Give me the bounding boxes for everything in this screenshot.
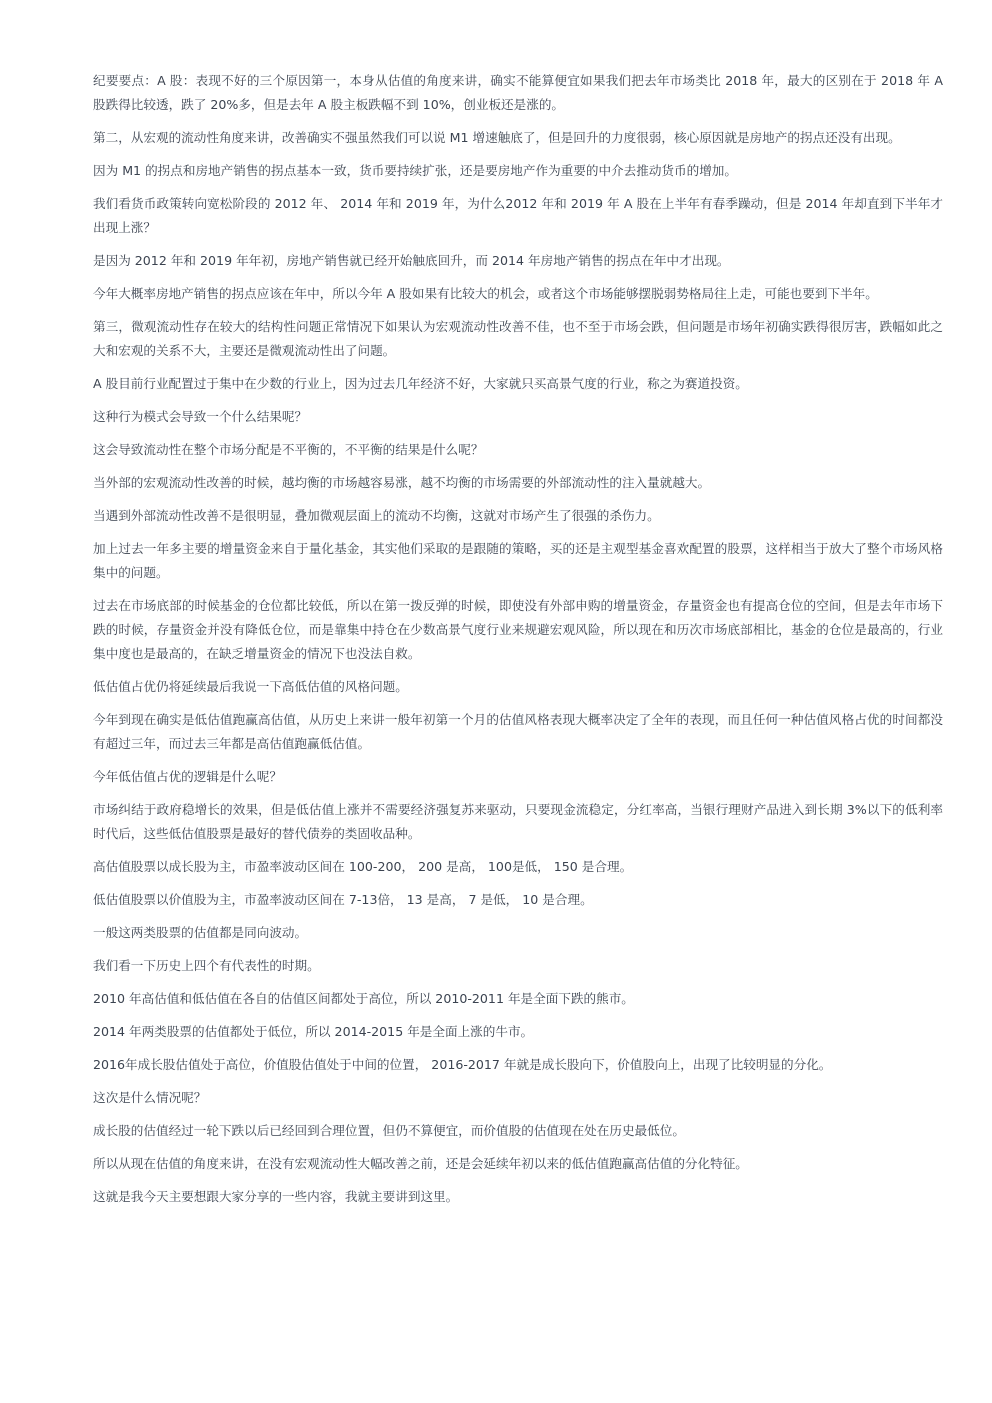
paragraph: 因为 M1 的拐点和房地产销售的拐点基本一致，货币要持续扩张，还是要房地产作为重要的中介去推动货币的增加。 xyxy=(93,163,737,178)
paragraph: 成长股的估值经过一轮下跌以后已经回到合理位置，但仍不算便宜，而价值股的估值现在处在历史最低位。 xyxy=(93,1123,685,1138)
paragraph: 这会导致流动性在整个市场分配是不平衡的，不平衡的结果是什么呢？ xyxy=(93,442,484,457)
paragraph: 今年大概率房地产销售的拐点应该在年中，所以今年 A 股如果有比较大的机会，或者这个市场能够摆脱弱势格局往上走，可能也要到下半年。 xyxy=(93,286,878,301)
paragraph: 当遇到外部流动性改善不是很明显，叠加微观层面上的流动不均衡，这就对市场产生了很强的杀伤力。 xyxy=(93,508,660,523)
paragraph: 是因为 2012 年和 2019 年年初，房地产销售就已经开始触底回升，而 2014 年房地产销售的拐点在年中才出现。 xyxy=(93,253,730,268)
paragraph-third-reason: 第三，微观流动性存在较大的结构性问题正常情况下如果认为宏观流动性改善不佳，也不至于市场会跌，但问题是市场年初确实跌得很厉害，跌幅如此之大和宏观的关系不大，主要还是微观流动性出了问题。 xyxy=(93,319,943,358)
paragraph: 当外部的宏观流动性改善的时候，越均衡的市场越容易涨，越不均衡的市场需要的外部流动性的注入量就越大。 xyxy=(93,475,711,490)
paragraph: 2016年成长股估值处于高位，价值股估值处于中间的位置， 2016-2017 年就是成长股向下，价值股向上，出现了比较明显的分化。 xyxy=(93,1057,832,1072)
paragraph: A 股目前行业配置过于集中在少数的行业上，因为过去几年经济不好，大家就只买高景气度的行业，称之为赛道投资。 xyxy=(93,376,748,391)
paragraph: 高估值股票以成长股为主，市盈率波动区间在 100-200， 200 是高， 100是低， 150 是合理。 xyxy=(93,859,633,874)
paragraph-valuation-style: 低估值占优仍将延续最后我说一下高低估值的风格问题。 xyxy=(93,679,408,694)
paragraph: 今年低估值占优的逻辑是什么呢？ xyxy=(93,769,282,784)
paragraph-closing: 这就是我今天主要想跟大家分享的一些内容，我就主要讲到这里。 xyxy=(93,1189,459,1204)
paragraph: 2014 年两类股票的估值都处于低位，所以 2014-2015 年是全面上涨的牛市。 xyxy=(93,1024,534,1039)
paragraph: 所以从现在估值的角度来讲，在没有宏观流动性大幅改善之前，还是会延续年初以来的低估值跑赢高估值的分化特征。 xyxy=(93,1156,748,1171)
paragraph-summary-intro: 纪要要点：A 股：表现不好的三个原因第一，本身从估值的角度来讲，确实不能算便宜如果我们把去年市场类比 2018 年，最大的区别在于 2018 年 A 股跌得比较透，跌了 20%多，但是去年 A 股主板跌幅不到 10%，创业板还是涨的。 xyxy=(93,73,943,112)
paragraph: 加上过去一年多主要的增量资金来自于量化基金，其实他们采取的是跟随的策略，买的还是主观型基金喜欢配置的股票，这样相当于放大了整个市场风格集中的问题。 xyxy=(93,541,943,580)
paragraph: 低估值股票以价值股为主，市盈率波动区间在 7-13倍， 13 是高， 7 是低， 10 是合理。 xyxy=(93,892,593,907)
paragraph: 2010 年高估值和低估值在各自的估值区间都处于高位，所以 2010-2011 年是全面下跌的熊市。 xyxy=(93,991,634,1006)
paragraph: 我们看货币政策转向宽松阶段的 2012 年、 2014 年和 2019 年，为什么2012 年和 2019 年 A 股在上半年有春季躁动，但是 2014 年却直到下半年才出现上涨？ xyxy=(93,196,943,235)
paragraph: 这次是什么情况呢？ xyxy=(93,1090,207,1105)
paragraph: 过去在市场底部的时候基金的仓位都比较低，所以在第一拨反弹的时候，即使没有外部申购的增量资金，存量资金也有提高仓位的空间，但是去年市场下跌的时候，存量资金并没有降低仓位，而是靠集中持仓在少数高景气度行业来规避宏观风险，所以现在和历次市场底部相比，基金的仓位是最高的，行业集中度也是最高的，在缺乏增量资金的情况下也没法自救。 xyxy=(93,598,943,661)
document-body xyxy=(93,69,943,1218)
paragraph: 一般这两类股票的估值都是同向波动。 xyxy=(93,925,308,940)
paragraph: 市场纠结于政府稳增长的效果，但是低估值上涨并不需要经济强复苏来驱动，只要现金流稳定，分红率高，当银行理财产品进入到长期 3%以下的低利率时代后，这些低估值股票是最好的替代债券的类固收品种。 xyxy=(93,802,943,841)
paragraph-second-reason: 第二，从宏观的流动性角度来讲，改善确实不强虽然我们可以说 M1 增速触底了，但是回升的力度很弱，核心原因就是房地产的拐点还没有出现。 xyxy=(93,130,901,145)
paragraph: 这种行为模式会导致一个什么结果呢？ xyxy=(93,409,308,424)
paragraph: 今年到现在确实是低估值跑赢高估值，从历史上来讲一般年初第一个月的估值风格表现大概率决定了全年的表现，而且任何一种估值风格占优的时间都没有超过三年，而过去三年都是高估值跑赢低估值。 xyxy=(93,712,943,751)
paragraph: 我们看一下历史上四个有代表性的时期。 xyxy=(93,958,320,973)
